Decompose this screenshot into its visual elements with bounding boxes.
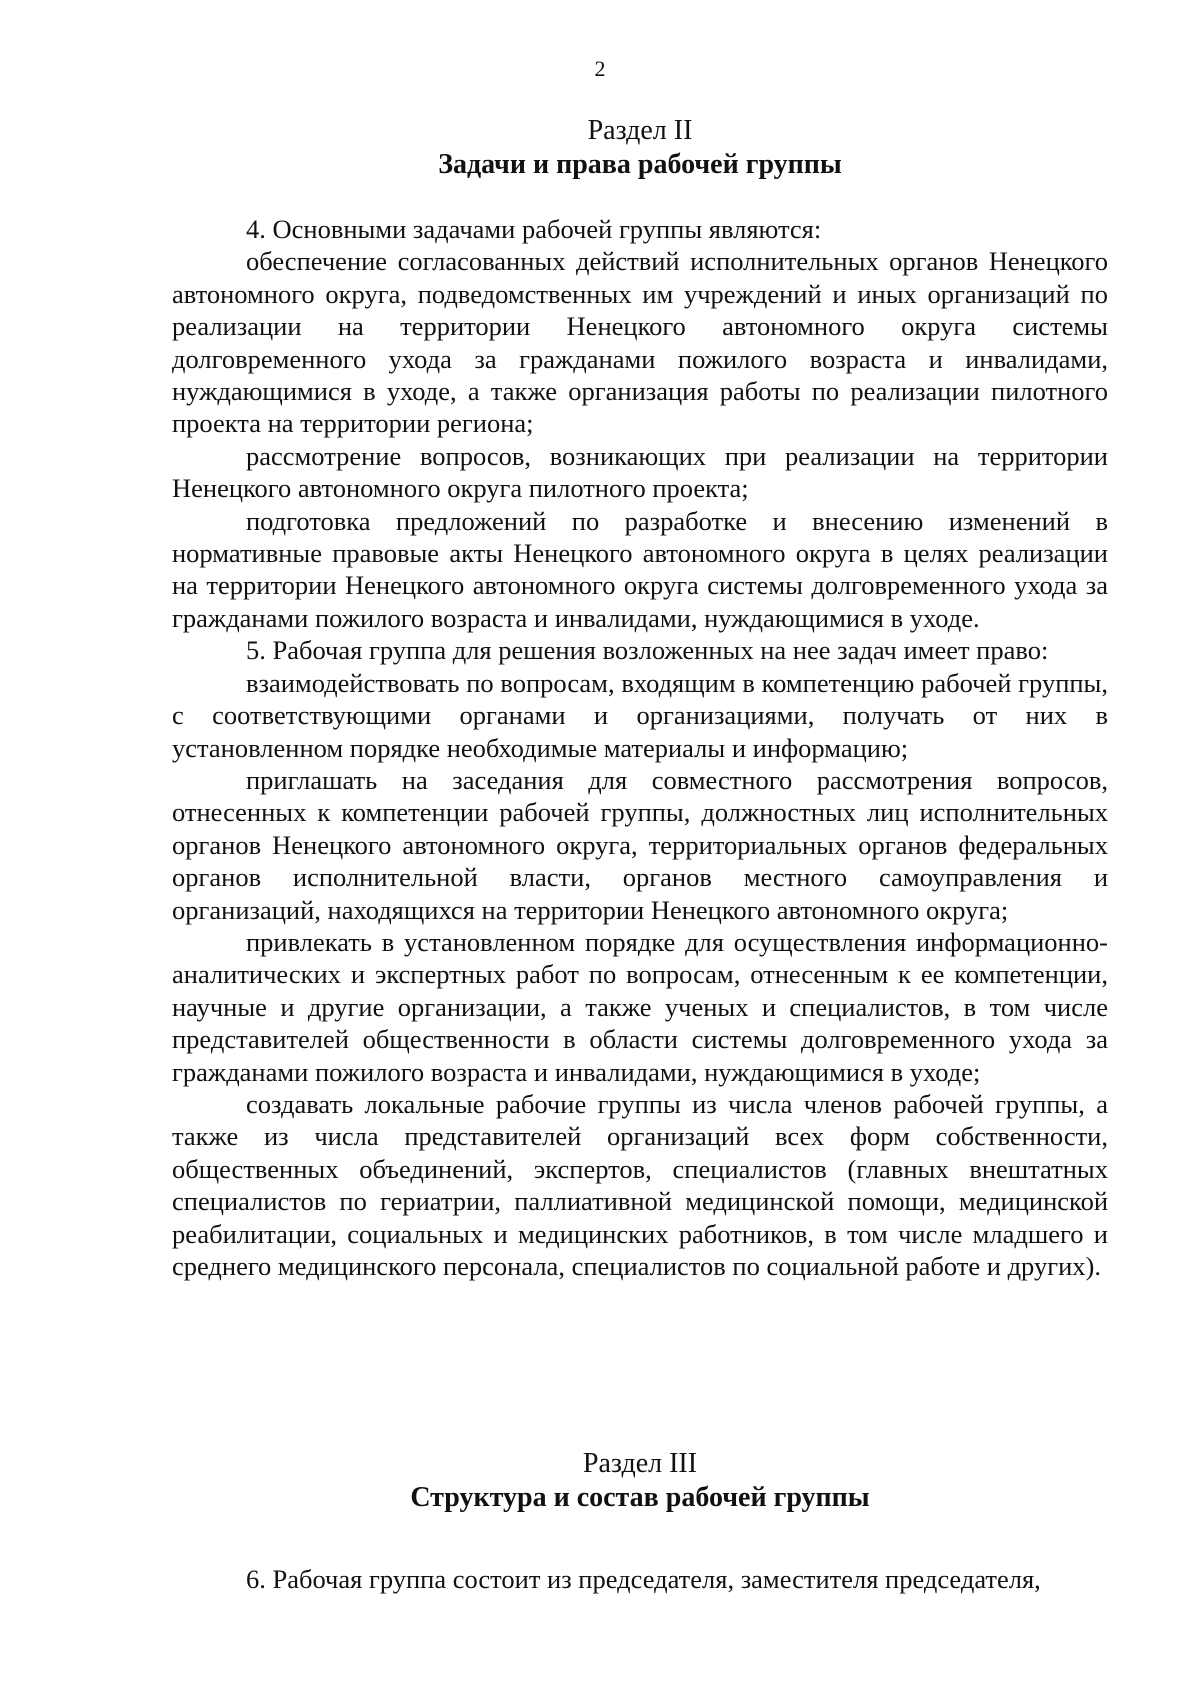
paragraph-item-4: 4. Основными задачами рабочей группы являются: xyxy=(246,214,822,244)
section-3-title: Структура и состав рабочей группы xyxy=(410,1482,870,1513)
section-2-body xyxy=(172,213,1108,1282)
section-2-title: Задачи и права рабочей группы xyxy=(438,149,842,180)
section-3-body xyxy=(172,1563,1108,1595)
paragraph-item-6: 6. Рабочая группа состоит из председателя, заместителя председателя, xyxy=(246,1564,1041,1594)
section-2-label: Раздел II xyxy=(587,115,693,146)
paragraph-right-create-groups: создавать локальные рабочие группы из числа членов рабочей группы, а также из числа представителей организаций всех форм собственности, общественных объединений, экспертов, специалистов (главных внештатных специалистов по гериатрии, паллиативной медицинской помощи, медицинской реабилитации, социальных и медицинских работников, в том числе младшего и среднего медицинского персонала, специалистов по социальной работе и других). xyxy=(172,1088,1108,1281)
section-3-label: Раздел III xyxy=(582,1448,698,1479)
section-3-heading xyxy=(170,1447,1110,1515)
paragraph-task-proposals: подготовка предложений по разработке и внесению изменений в нормативные правовые акты Ненецкого автономного округа в целях реализации на территории Ненецкого автономного округа системы долговременного ухода за гражданами пожилого возраста и инвалидами, нуждающимися в уходе. xyxy=(172,505,1108,633)
paragraph-right-engage: привлекать в установленном порядке для осуществления информационно-аналитических и экспертных работ по вопросам, отнесенным к ее компетенции, научные и другие организации, а также ученых и специалистов, в том числе представителей общественности в области системы долговременного ухода за гражданами пожилого возраста и инвалидами, нуждающимися в уходе; xyxy=(172,926,1108,1087)
section-2-heading xyxy=(170,114,1110,182)
paragraph-right-interact: взаимодействовать по вопросам, входящим в компетенцию рабочей группы, с соответствующими органами и организациями, получать от них в установленном порядке необходимые материалы и информацию; xyxy=(172,667,1108,763)
paragraph-task-coordination: обеспечение согласованных действий исполнительных органов Ненецкого автономного округа, подведомственных им учреждений и иных организаций по реализации на территории Ненецкого автономного округа системы долговременного ухода за гражданами пожилого возраста и инвалидами, нуждающимися в уходе, а также организация работы по реализации пилотного проекта на территории региона; xyxy=(172,246,1108,439)
paragraph-item-5: 5. Рабочая группа для решения возложенных на нее задач имеет право: xyxy=(246,635,1049,666)
paragraph-task-review: рассмотрение вопросов, возникающих при реализации на территории Ненецкого автономного округа пилотного проекта; xyxy=(172,440,1108,504)
paragraph-right-invite: приглашать на заседания для совместного рассмотрения вопросов, отнесенных к компетенции рабочей группы, должностных лиц исполнительных органов Ненецкого автономного округа, территориальных органов федеральных органов исполнительной власти, органов местного самоуправления и организаций, находящихся на территории Ненецкого автономного округа; xyxy=(172,764,1108,925)
page-number: 2 xyxy=(594,56,606,81)
